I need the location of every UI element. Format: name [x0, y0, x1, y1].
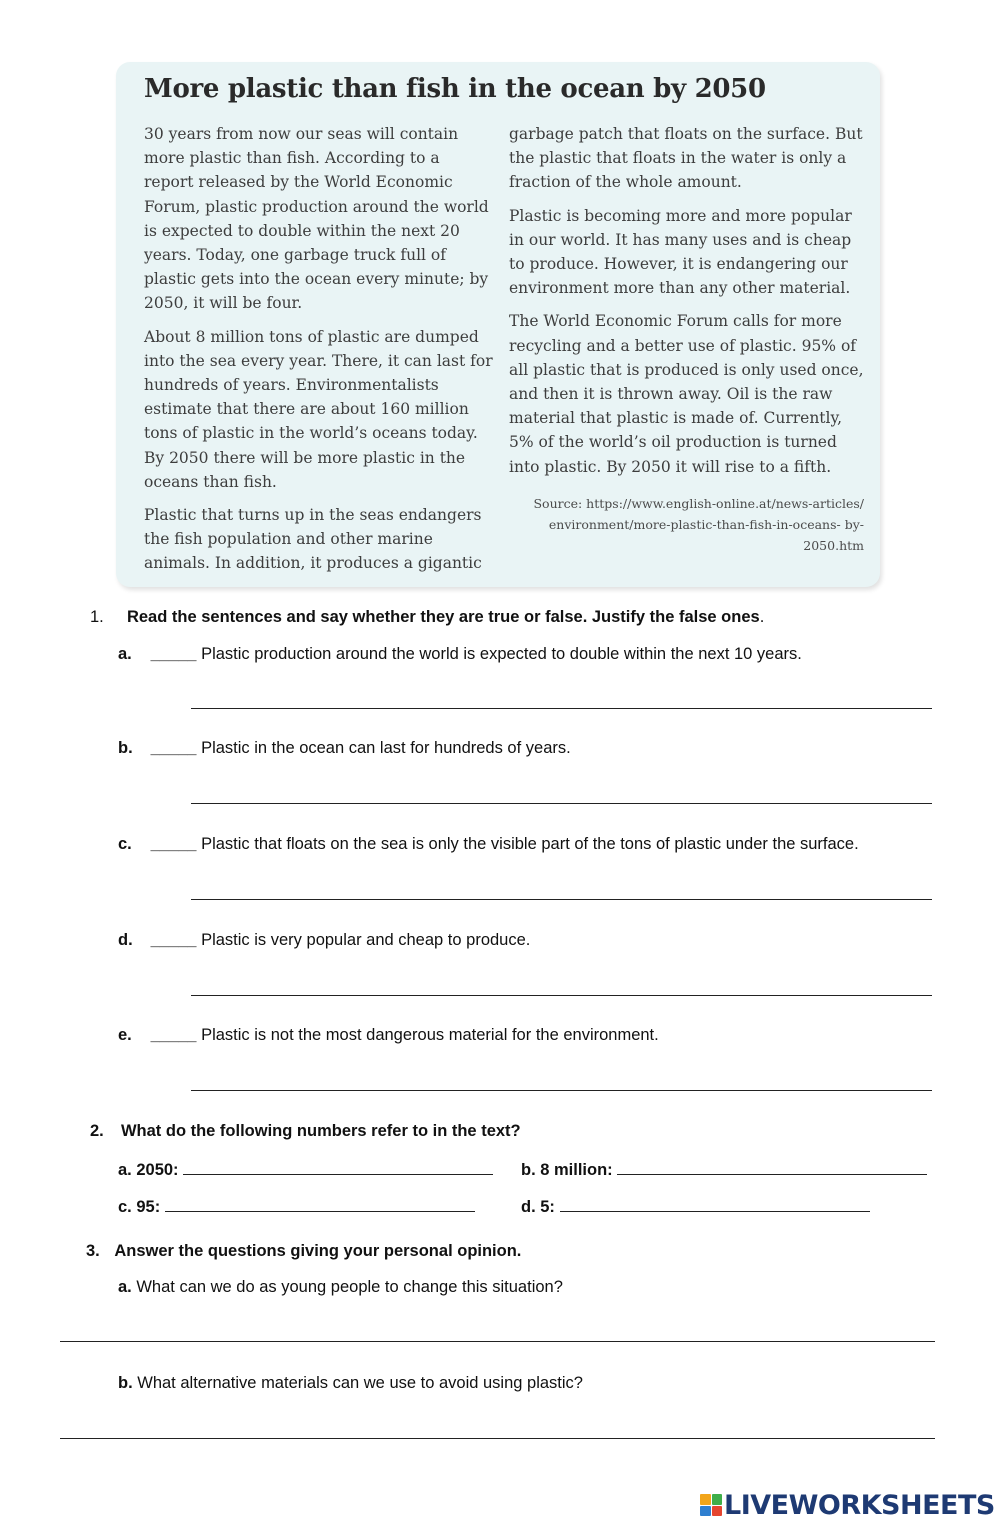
q2-answer-blank[interactable] [560, 1194, 870, 1212]
q1-answer-line-d[interactable] [191, 995, 932, 996]
article-paragraph: The World Economic Forum calls for more recycling and a better use of plastic. 95% of all plastic that is produced is only used once, and then it is thrown away. Oil is the raw material that plastic is made of. Currently, 5% of the world’s oil production is turned into plastic. By 2050 it will rise to a fifth. [509, 312, 864, 476]
logo-text: LIVEWORKSHEETS [724, 1489, 995, 1521]
q1-item-b [118, 739, 571, 758]
q1-answer-line-a[interactable] [191, 708, 932, 709]
q1-item-a [118, 645, 802, 664]
q3-item-text: What alternative materials can we use to avoid using plastic? [132, 1374, 583, 1392]
q1-item-text: Plastic is not the most dangerous material for the environment. [201, 1026, 659, 1044]
q1-item-text: Plastic in the ocean can last for hundreds of years. [201, 739, 571, 757]
q1-item-letter: d. [118, 931, 133, 949]
article-paragraph: About 8 million tons of plastic are dumped into the sea every year. There, it can last for hundreds of years. Environmentalists estimate that there are about 160 million tons of plastic in the world’s oceans today. By 2050 there will be more plastic in the oceans than fish. [144, 327, 493, 491]
article-paragraph: garbage patch that floats on the surface. But the plastic that floats in the water is only a fraction of the whole amount. [509, 125, 863, 192]
q3-item-letter: b. [118, 1374, 133, 1392]
article-source: Source: https://www.english-online.at/news-articles/ environment/more-plastic-than-fish-in-oceans- by-2050.htm [533, 495, 864, 553]
q3-item-letter: a. [118, 1278, 132, 1296]
q1-item-text: Plastic is very popular and cheap to produce. [201, 931, 531, 949]
q1-item-letter: a. [118, 645, 132, 663]
q3-item-a [118, 1278, 563, 1297]
q2-item-label: b. 8 million: [521, 1161, 613, 1179]
q2-answer-blank[interactable] [183, 1157, 493, 1175]
q1-item-c [118, 835, 859, 854]
q2-heading [90, 1122, 521, 1141]
q2-number: 2. [90, 1122, 104, 1140]
q3-item-text: What can we do as young people to change this situation? [131, 1278, 563, 1296]
q2-item-c [118, 1194, 475, 1217]
q1-instruction-end: . [759, 608, 765, 626]
q1-item-letter: b. [118, 739, 133, 757]
true-false-blank[interactable]: _____ [150, 931, 197, 949]
q1-number: 1. [90, 608, 104, 626]
q3-instruction: Answer the questions giving your personal opinion. [114, 1242, 522, 1260]
true-false-blank[interactable]: _____ [150, 645, 197, 663]
q1-answer-line-c[interactable] [191, 899, 932, 900]
q2-item-label: a. 2050: [118, 1161, 179, 1179]
q2-item-d [521, 1194, 870, 1217]
q3-number: 3. [86, 1242, 100, 1260]
q2-item-label: d. 5: [521, 1198, 555, 1216]
q1-item-e [118, 1026, 659, 1045]
liveworksheets-logo [700, 1490, 995, 1520]
q1-instruction: Read the sentences and say whether they are true or false. Justify the false ones [126, 608, 760, 626]
q1-item-letter: c. [118, 835, 132, 853]
article-title: More plastic than fish in the ocean by 2050 [144, 74, 766, 104]
q2-instruction: What do the following numbers refer to in the text? [120, 1122, 521, 1140]
q3-answer-line-a[interactable] [60, 1341, 935, 1342]
q1-item-text: Plastic that floats on the sea is only the visible part of the tons of plastic under the surface. [201, 835, 859, 853]
true-false-blank[interactable]: _____ [150, 1026, 197, 1044]
q3-item-b [118, 1374, 583, 1393]
q3-answer-line-b[interactable] [60, 1438, 935, 1439]
true-false-blank[interactable]: _____ [150, 835, 197, 853]
q1-answer-line-e[interactable] [191, 1090, 932, 1091]
article-paragraph: Plastic is becoming more and more popular in our world. It has many uses and is cheap to produce. However, it is endangering our environment more than any other material. [509, 206, 852, 298]
article-paragraph: Plastic that turns up in the seas endangers the fish population and other marine animals. In addition, it produces a gigantic [144, 506, 482, 573]
q2-answer-blank[interactable] [617, 1157, 927, 1175]
article-column-right [509, 122, 864, 565]
article-box [116, 62, 880, 587]
liveworksheets-icon [700, 1494, 722, 1516]
q1-item-text: Plastic production around the world is expected to double within the next 10 years. [201, 645, 802, 663]
q2-item-b [521, 1157, 927, 1180]
q1-answer-line-b[interactable] [191, 803, 932, 804]
q1-item-letter: e. [118, 1026, 132, 1044]
q1-item-d [118, 931, 530, 950]
q2-item-label: c. 95: [118, 1198, 161, 1216]
q2-answer-blank[interactable] [165, 1194, 475, 1212]
true-false-blank[interactable]: _____ [150, 739, 197, 757]
article-column-left [144, 122, 494, 585]
article-paragraph: 30 years from now our seas will contain more plastic than fish. According to a report released by the World Economic Forum, plastic production around the world is expected to double within the next 20 years. Today, one garbage truck full of plastic gets into the ocean every minute; by 2050, it will be four. [144, 125, 489, 313]
q2-item-a [118, 1157, 493, 1180]
q1-heading [90, 608, 764, 627]
q3-heading [86, 1242, 521, 1261]
